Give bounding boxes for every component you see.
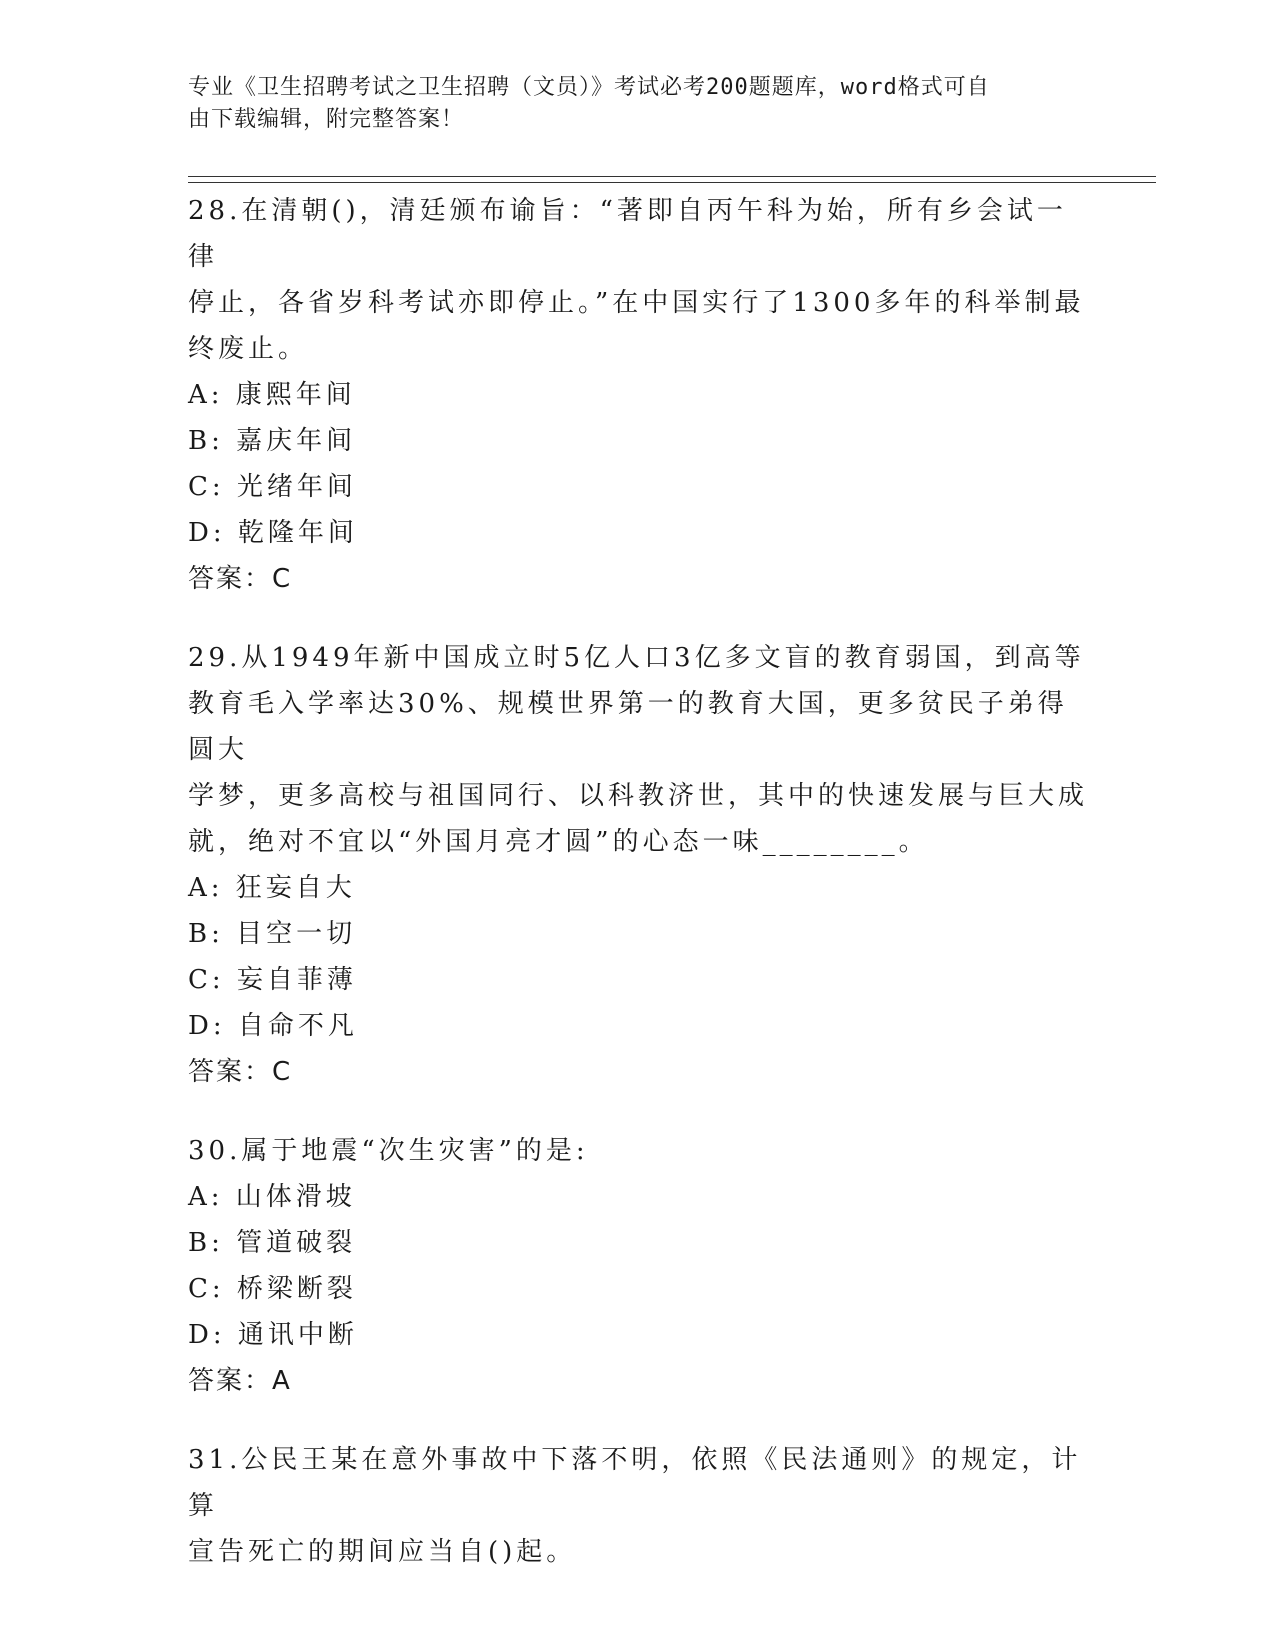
question-text: 29.从1949年新中国成立时5亿人口3亿多文盲的教育弱国，到高等 [188, 643, 1085, 673]
question-text: 30.属于地震“次生灾害”的是: [188, 1136, 589, 1166]
option-c: C: 妄自菲薄 [188, 965, 357, 995]
answer-label: 答案：C [188, 1057, 293, 1087]
question-list [188, 188, 1088, 1608]
question-text: 终废止。 [188, 334, 309, 364]
option-a: A: 山体滑坡 [188, 1182, 356, 1212]
header-line-2: 由下载编辑，附完整答案！ [188, 107, 465, 132]
question-31 [188, 1437, 1088, 1575]
option-d: D: 自命不凡 [188, 1011, 358, 1041]
option-c: C: 桥梁断裂 [188, 1274, 357, 1304]
question-text: 28.在清朝()，清廷颁布谕旨：“著即自丙午科为始，所有乡会试一律 [188, 196, 1067, 272]
question-text: 31.公民王某在意外事故中下落不明，依照《民法通则》的规定，计算 [188, 1445, 1082, 1521]
question-text: 学梦，更多高校与祖国同行、以科教济世，其中的快速发展与巨大成 [188, 781, 1089, 811]
option-b: B: 嘉庆年间 [188, 426, 357, 456]
question-text: 教育毛入学率达30%、规模世界第一的教育大国，更多贫民子弟得圆大 [188, 689, 1068, 765]
option-b: B: 目空一切 [188, 919, 357, 949]
document-header [188, 72, 1068, 136]
question-28 [188, 188, 1088, 602]
question-text: 宣告死亡的期间应当自()起。 [188, 1537, 577, 1567]
option-a: A: 康熙年间 [188, 380, 356, 410]
option-c: C: 光绪年间 [188, 472, 357, 502]
question-text: 停止，各省岁科考试亦即停止。”在中国实行了1300多年的科举制最 [188, 288, 1085, 318]
option-d: D: 乾隆年间 [188, 518, 358, 548]
option-a: A: 狂妄自大 [188, 873, 356, 903]
header-divider-bottom [188, 182, 1156, 183]
answer-label: 答案：A [188, 1366, 292, 1396]
question-30 [188, 1128, 1088, 1404]
header-divider-top [188, 176, 1156, 177]
option-b: B: 管道破裂 [188, 1228, 357, 1258]
question-text: 就，绝对不宜以“外国月亮才圆”的心态一味________。 [188, 827, 929, 857]
answer-label: 答案：C [188, 564, 293, 594]
option-d: D: 通讯中断 [188, 1320, 358, 1350]
question-29 [188, 635, 1088, 1095]
header-line-1: 专业《卫生招聘考试之卫生招聘（文员）》考试必考200题题库，word格式可自 [188, 75, 990, 100]
